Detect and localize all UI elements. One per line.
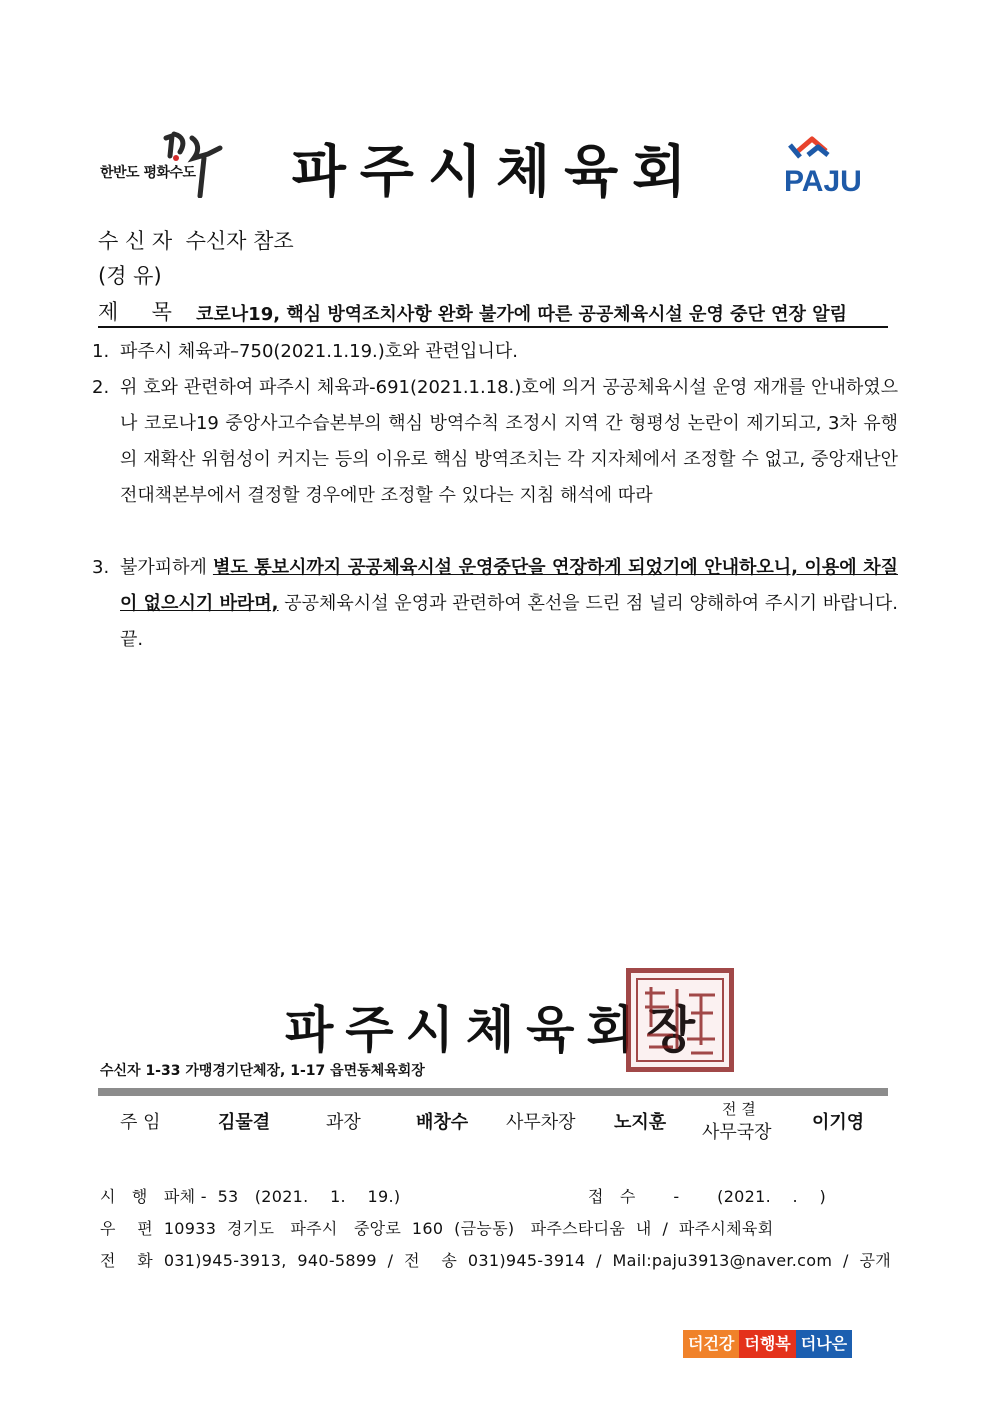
recipient-value: 수신자 참조 [185, 229, 294, 253]
approval-name-4: 이기영 [812, 1112, 865, 1133]
recipient-line [98, 225, 294, 255]
item-text [120, 550, 898, 658]
approval-name-3: 노지훈 [614, 1112, 667, 1133]
item-text: 파주시 체육과–750(2021.1.19.)호와 관련입니다. [120, 341, 518, 362]
official-seal [626, 968, 734, 1072]
document-title: 파주시체육회 [291, 140, 701, 205]
approval-name-1: 김물결 [218, 1112, 271, 1133]
body-item-1 [92, 334, 898, 370]
approval-role-3: 사무차장 [506, 1112, 576, 1133]
divider-bar [98, 1088, 888, 1096]
item3-pre: 불가피하게 [120, 557, 213, 578]
recipient-list: 수신자 1-33 가맹경기단체장, 1-17 읍면동체육회장 [100, 1063, 425, 1079]
subject-label: 제 목 [98, 300, 172, 324]
paju-logo-text: PAJU [784, 165, 862, 197]
approval-role-2: 과장 [326, 1112, 361, 1133]
address-line: 우 편 10933 경기도 파주시 중앙로 160 (금능동) 파주스타디움 내 / 파주시체육회 [100, 1219, 774, 1238]
via-label: (경 유) [98, 264, 162, 288]
item-number: 2. [92, 377, 110, 398]
item-text: 위 호와 관련하여 파주시 체육과-691(2021.1.18.)호에 의거 공공체육시설 운영 재개를 안내하였으나 코로나19 중앙사고수습본부의 핵심 방역수칙 조정시 지역 간 형평성 논란이 제기되고, 3차 유행의 재확산 위험성이 커지는 등의 이유로 핵심 방역조치는 각 지자체에서 조정할 수 없고, 중앙재난안전대책본부에서 결정할 경우에만 조정할 수 있다는 지침 해석에 따라 [120, 377, 898, 506]
item-number: 3. [92, 557, 110, 578]
receipt-line: 접 수 - (2021. . ) [588, 1187, 827, 1206]
badge-part-3: 더나은 [796, 1330, 852, 1358]
city-slogan: 한반도 평화수도 [100, 165, 196, 181]
paju-logo [784, 135, 884, 197]
subject-value: 코로나19, 핵심 방역조치사항 완화 불가에 따른 공공체육시설 운영 중단 연장 알림 [196, 304, 847, 325]
approval-row [100, 1098, 890, 1146]
body-item-2 [92, 370, 898, 514]
enforcement-line: 시 행 파체 - 53 (2021. 1. 19.) [100, 1187, 401, 1206]
approval-role-4: 사무국장 [702, 1122, 772, 1143]
sender-signature: 파주시체육회장 [284, 1001, 708, 1059]
badge-part-1: 더건강 [683, 1330, 739, 1358]
paju-logo-icon [784, 135, 884, 197]
approval-role-1: 주 임 [120, 1112, 161, 1133]
approval-name-2: 배창수 [416, 1112, 469, 1133]
slogan-badge [683, 1330, 852, 1358]
contact-line: 전 화 031)945-3913, 940-5899 / 전 송 031)945-3914 / Mail:paju3913@naver.com / 공개 [100, 1251, 891, 1270]
approval-role-4-top: 전 결 [722, 1100, 756, 1118]
seal-stamp-icon [631, 973, 729, 1067]
recipient-label: 수 신 자 [98, 229, 173, 253]
subject-line [98, 294, 888, 328]
item3-post: 공공체육시설 운영과 관련하여 혼선을 드린 점 널리 양해하여 주시기 바랍니다. 끝. [120, 593, 898, 650]
badge-part-2: 더행복 [739, 1330, 795, 1358]
item-number: 1. [92, 341, 110, 362]
body-item-3 [92, 550, 898, 658]
item3-emphasis: 별도 통보시까지 공공체육시설 운영중단을 연장하게 되었기에 안내하오니, 이용에 차질이 없으시기 바라며, [120, 557, 898, 614]
